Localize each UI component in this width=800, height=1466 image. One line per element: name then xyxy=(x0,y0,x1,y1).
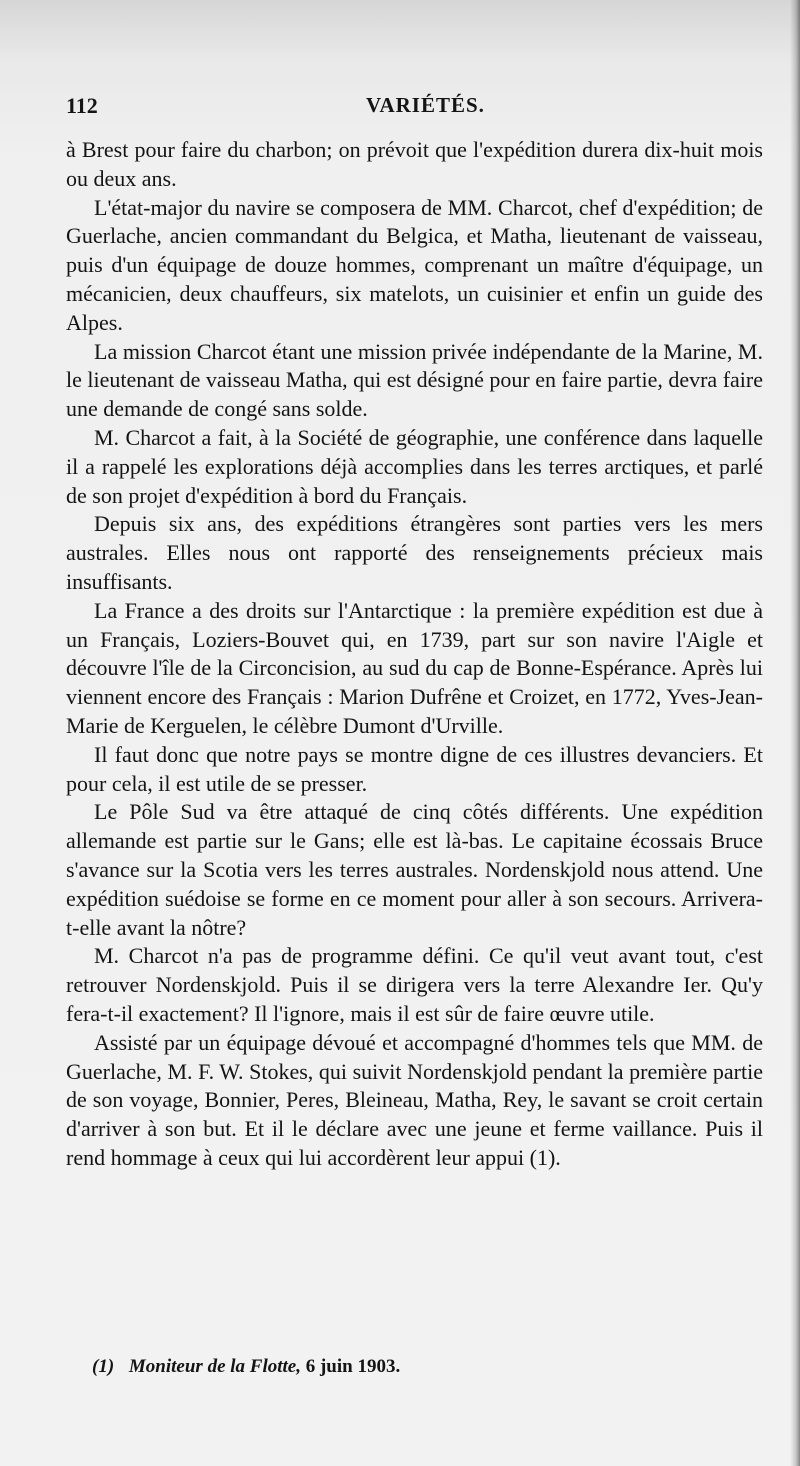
paragraph-7: Il faut donc que notre pays se montre digne de ces illustres devanciers. Et pour cela, il est utile de se presser. xyxy=(66,741,763,796)
paragraph-1: à Brest pour faire du charbon; on prévoit que l'expédition durera dix-huit mois ou deux ans. xyxy=(66,137,763,191)
page-header xyxy=(66,93,746,123)
paragraph-10: Assisté par un équipage dévoué et accompagné d'hommes tels que MM. de Guerlache, M. F. W. Stokes, qui suivit Nordenskjold pendant la première partie de son voyage, Bonnier, Peres, Bleineau, Matha, Rey, le savant se croit certain d'arriver à son but. Et il le déclare avec une jeune et ferme vaillance. Puis il rend hommage à ceux qui lui accordèrent leur appui (1). xyxy=(66,1029,763,1170)
paragraph-8: Le Pôle Sud va être attaqué de cinq côtés différents. Une expédition allemande est partie sur le Gans; elle est là-bas. Le capitaine écossais Bruce s'avance sur la Scotia vers les terres australes. Nordenskjold nous attend. Une expédition suédoise se forme en ce moment pour aller à son secours. Arrivera-t-elle avant la nôtre? xyxy=(66,799,763,940)
paragraph-3: La mission Charcot étant une mission privée indépendante de la Marine, M. le lieutenant de vaisseau Matha, qui est désigné pour en faire partie, devra faire une demande de congé sans solde. xyxy=(66,338,763,422)
footnote-marker: (1) xyxy=(92,1356,115,1377)
running-head: VARIÉTÉS. xyxy=(366,93,485,117)
footnote-date: 6 juin 1903. xyxy=(305,1356,401,1377)
paragraph-5: Depuis six ans, des expéditions étrangères sont parties vers les mers australes. Elles nous ont rapporté des renseignements précieux mais insuffisants. xyxy=(66,511,763,594)
paragraph-6: La France a des droits sur l'Antarctique : la première expédition est due à un Français, Loziers-Bouvet qui, en 1739, part sur son navire l'Aigle et découvre l'île de la Circoncision, au sud du cap de Bonne-Espérance. Après lui viennent encore des Français : Marion Dufrêne et Croizet, en 1772, Yves-Jean-Marie de Kerguelen, le célèbre Dumont d'Urville. xyxy=(66,597,763,738)
paragraph-2: L'état-major du navire se composera de MM. Charcot, chef d'expédition; de Guerlache, ancien commandant du Belgica, et Matha, lieutenant de vaisseau, puis d'un équipage de douze hommes, comprenant un maître d'équipage, un mécanicien, deux chauffeurs, six matelots, un cuisinier et enfin un guide des Alpes. xyxy=(66,194,763,335)
body-text xyxy=(66,136,763,1173)
paragraph-9: M. Charcot n'a pas de programme défini. Ce qu'il veut avant tout, c'est retrouver Nordenskjold. Puis il se dirigera vers la terre Alexandre Ier. Qu'y fera-t-il exactement? Il l'ignore, mais il est sûr de faire œuvre utile. xyxy=(66,943,763,1026)
page-number: 112 xyxy=(66,93,98,118)
footnote xyxy=(92,1356,692,1378)
page-edge-shadow xyxy=(790,0,800,1466)
paragraph-4: M. Charcot a fait, à la Société de géographie, une conférence dans laquelle il a rappelé les explorations déjà accomplies dans les terres arctiques, et parlé de son projet d'expédition à bord du Français. xyxy=(66,424,763,508)
footnote-source: Moniteur de la Flotte, xyxy=(128,1356,301,1377)
